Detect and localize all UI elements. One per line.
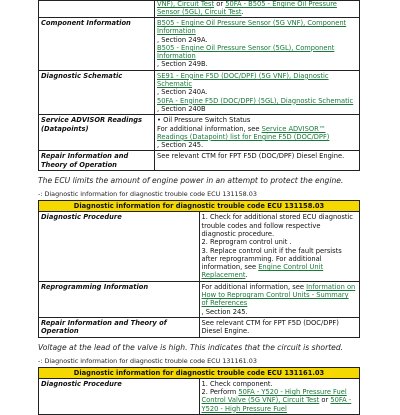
dtc-info-table-continued [38,0,360,171]
diagnostic-procedure-value [199,212,360,281]
table-header-row [39,367,360,378]
more-info-text: For additional information, see [157,124,262,133]
service-advisor-value [155,115,360,151]
reprogramming-information-label: Reprogramming Information [39,281,200,317]
diagnostic-schematic-label: Diagnostic Schematic [39,70,155,114]
procedure-step [202,247,358,280]
table-header-row [39,201,360,212]
fault-description: The ECU limits the amount of engine power in an attempt to protect the engine. [38,176,344,186]
fault-description: Voltage at the lead of the valve is high. This indicates that the circuit is shorted. [38,342,344,352]
table-row [39,317,360,337]
diagnostic-procedure-label: Diagnostic Procedure [39,378,200,414]
table-row [39,18,360,71]
section-ref: , Section 249A. [157,35,208,44]
repair-information-label: Repair Information and Theory of Operation [39,151,155,171]
table-row [39,1,360,18]
section-ref: , Section 240B [157,104,206,113]
dtc-info-table-131161 [38,367,360,415]
schematic-link-5gvnf[interactable]: SE91 - Engine F5D (DOC/DPF) (5G VNF), Diagnostic Schematic [157,71,329,89]
procedure-step: 1. Check for additional stored ECU diagnostic trouble codes and follow respective diagnostic procedure. [201,213,353,238]
table-row [39,115,360,151]
datapoint-bullet: • Oil Pressure Switch Status [157,116,250,124]
table-row [39,70,360,114]
period-text: . [245,271,248,280]
repair-information-value: See relevant CTM for FPT F5D (DOC/DPF) Diesel Engine. [155,151,360,171]
fuel-control-valve-circuit-test-link-5gl[interactable]: 50FA - Y520 - High Pressure Fuel [201,396,352,413]
engine-control-unit-replacement-link[interactable]: Engine Control Unit Replacement [201,263,324,280]
table-row [39,151,360,171]
reprogramming-information-value [199,281,360,317]
dtc-info-table-131158 [38,200,360,337]
schematic-link-5gl[interactable]: 50FA - Engine F5D (DOC/DPF) (5GL), Diagnostic Schematic [157,96,354,105]
component-information-label: Component Information [39,18,155,71]
diagnostic-schematic-value [155,70,360,114]
section-ref: , Section 245. [201,307,248,316]
dtc-intro-text: -: Diagnostic information for diagnostic trouble code ECU 131161.03 [38,356,257,365]
component-info-link-5gvnf[interactable]: B505 - Engine Oil Pressure Sensor (5G VNF), Component Information [157,19,347,36]
table-header: Diagnostic information for diagnostic trouble code ECU 131161.03 [39,367,360,378]
table-row [39,212,360,281]
section-ref: , Section 249B. [157,60,208,69]
procedure-step [202,388,358,413]
table-row [39,378,360,414]
reprogram-control-units-link[interactable]: Information on How to Reprogram Control Units - Summary of References [201,282,356,308]
table-row [39,281,360,317]
diagnostic-procedure-value [199,378,360,414]
dtc-intro-text: -: Diagnostic information for diagnostic trouble code ECU 131158.03 [38,190,257,199]
step-text: 2. Perform [201,388,239,397]
table-header: Diagnostic information for diagnostic trouble code ECU 131158.03 [39,201,360,212]
component-information-value [155,18,360,71]
circuit-test-link-5gl[interactable]: 50FA - B505 - Engine Oil Pressure Sensor (5GL), Circuit Test [157,0,337,16]
repair-information-label: Repair Information and Theory of Operation [39,317,200,337]
procedure-step: 2. Reprogram control unit . [201,238,292,247]
period-text: . [241,7,244,16]
component-info-link-5gl[interactable]: B505 - Engine Oil Pressure Sensor (5GL), Component Information [157,43,335,61]
service-advisor-label: Service ADVISOR Readings (Datapoints) [39,115,155,151]
connector-text: or [214,0,226,8]
service-advisor-readings-link[interactable]: Service ADVISOR™ Readings (Datapoint) list for Engine F5D (DOC/DPF) [157,124,330,141]
repair-information-value: See relevant CTM for FPT F5D (DOC/DPF) Diesel Engine. [199,317,360,337]
connector-text: or [319,396,331,405]
fuel-control-valve-circuit-test-link[interactable]: 50FA - Y520 - High Pressure Fuel Control Valve (5G VNF), Circuit Test [201,388,347,405]
procedure-step: 1. Check component. [201,379,273,388]
section-ref: , Section 240A. [157,88,208,97]
step-text: 3. Replace control unit if the fault persists after reprogramming. For additional information, see [201,246,342,272]
circuit-test-link-5gvnf[interactable]: VNF), Circuit Test [157,0,215,8]
section-ref: , Section 245. [157,141,204,150]
row-value [155,1,360,18]
diagnostic-procedure-label: Diagnostic Procedure [39,212,200,281]
document-page [38,0,360,415]
row-label [39,1,155,18]
more-info-text: For additional information, see [201,282,307,291]
